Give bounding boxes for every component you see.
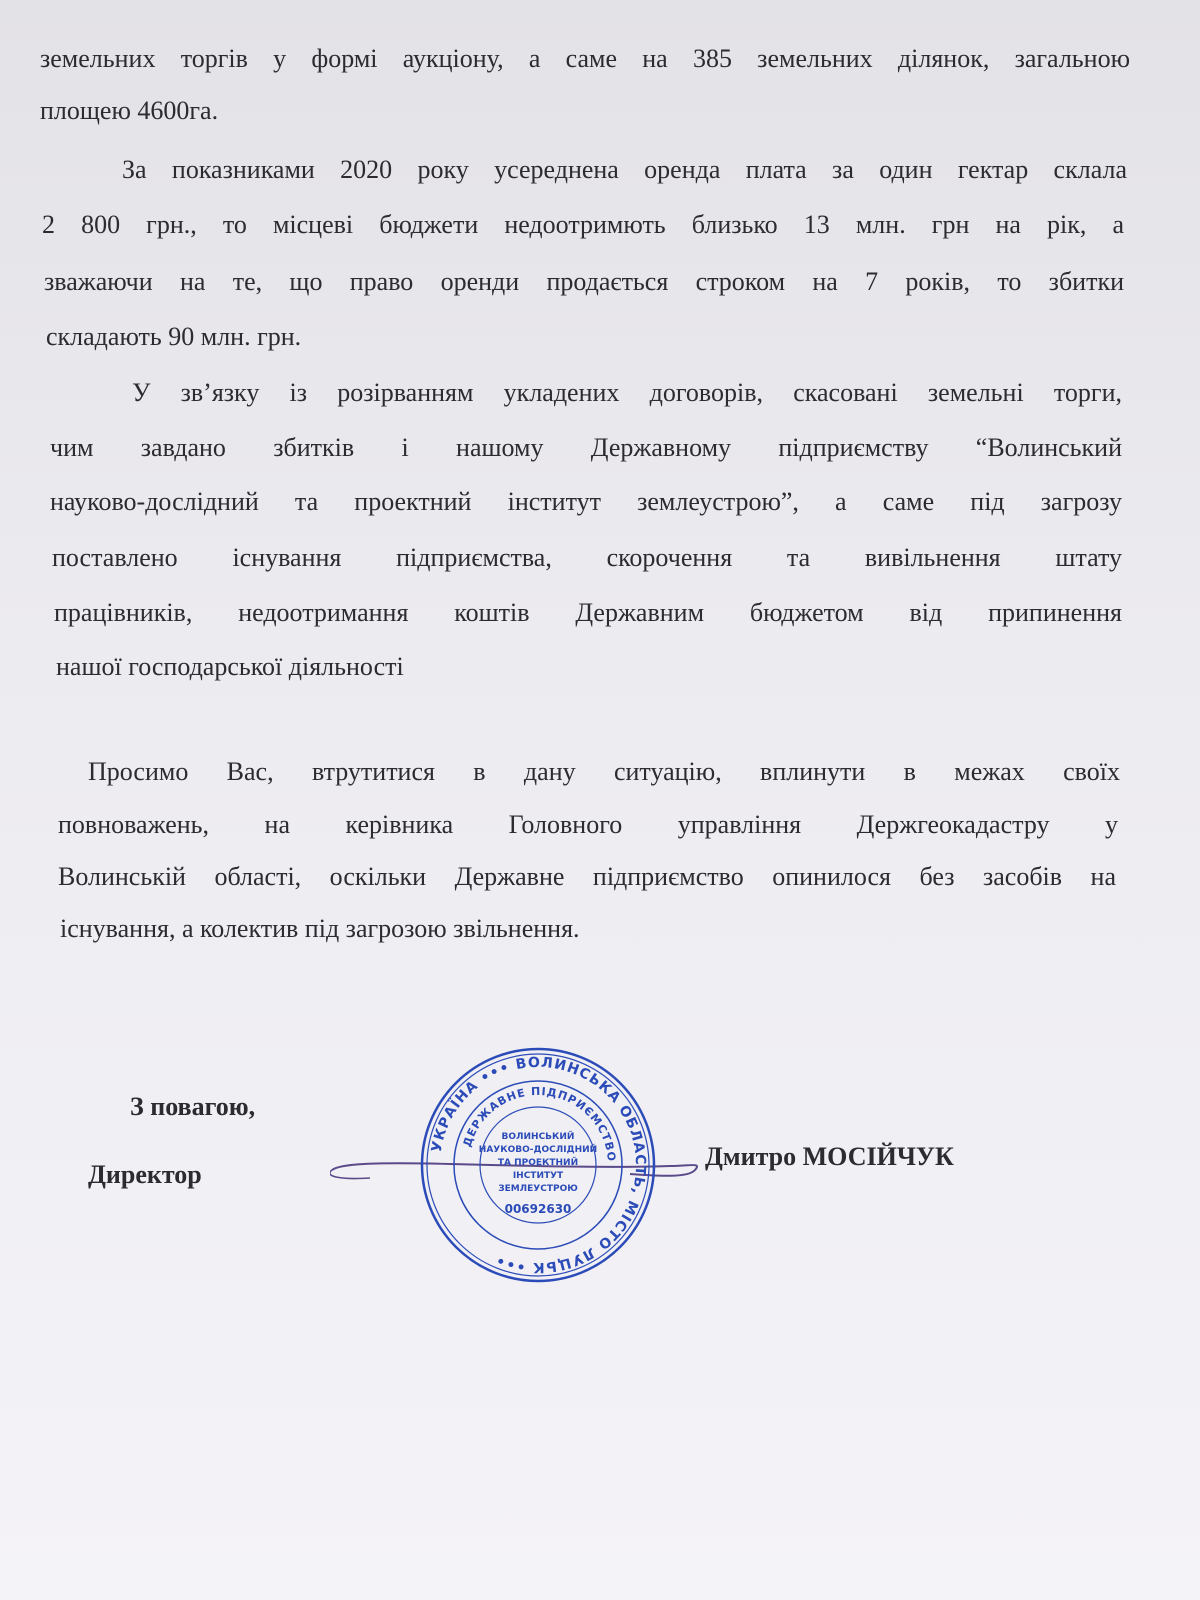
stamp-code: 00692630 (504, 1202, 572, 1216)
text-line: повноважень, на керівника Головного управління Держгеокадастру у (58, 810, 1118, 839)
text-line: 2 800 грн., то місцеві бюджети недоотримють близько 13 млн. грн на рік, а (42, 210, 1124, 239)
text-line: земельних торгів у формі аукціону, а саме на 385 земельних ділянок, загальною (40, 44, 1130, 73)
stamp-center-line: ІНСТИТУТ (512, 1171, 564, 1181)
signer-position: Директор (88, 1160, 202, 1189)
signer-name: Дмитро МОСІЙЧУК (705, 1142, 954, 1171)
text-line: складають 90 млн. грн. (46, 322, 302, 351)
text-line: У зв’язку із розірванням укладених договорів, скасовані земельні торги, (132, 378, 1122, 407)
stamp-center-line: ТА ПРОЕКТНИЙ (497, 1158, 579, 1168)
text-line: поставлено існування підприємства, скорочення та вивільнення штату (52, 543, 1122, 572)
stamp-center-line: НАУКОВО-ДОСЛІДНИЙ (478, 1145, 598, 1155)
text-line: нашої господарської діяльності (56, 652, 404, 681)
text-line: чим завдано збитків і нашому Державному підприємству “Волинський (50, 433, 1122, 462)
stamp-center-line: ВОЛИНСЬКИЙ (501, 1132, 575, 1142)
text-line: площею 4600га. (40, 96, 219, 125)
text-line: зважаючи на те, що право оренди продається строком на 7 років, то збитки (44, 267, 1124, 296)
stamp-inner-ring-text: ДЕРЖАВНЕ ПІДПРИЄМСТВО (460, 1084, 619, 1163)
text-line: працівників, недоотримання коштів Державним бюджетом від припинення (54, 598, 1122, 627)
stamp-center-line: ЗЕМЛЕУСТРОЮ (498, 1184, 578, 1194)
text-line: існування, а колектив під загрозою звільнення. (60, 914, 580, 943)
closing-greeting: З повагою, (130, 1092, 256, 1121)
text-line: За показниками 2020 року усереднена оренда плата за один гектар склала (122, 155, 1127, 184)
official-stamp (418, 1045, 658, 1285)
text-line: Волинській області, оскільки Державне підприємство опинилося без засобів на (58, 862, 1116, 891)
stamp-outer-text: УКРАЇНА ••• ВОЛИНСЬКА ОБЛАСТЬ, МІСТО ЛУЦЬК ••• (428, 1054, 649, 1276)
text-line: науково-дослідний та проектний інститут землеустрою”, а саме під загрозу (50, 487, 1122, 516)
text-line: Просимо Вас, втрутитися в дану ситуацію, вплинути в межах своїх (88, 757, 1120, 786)
